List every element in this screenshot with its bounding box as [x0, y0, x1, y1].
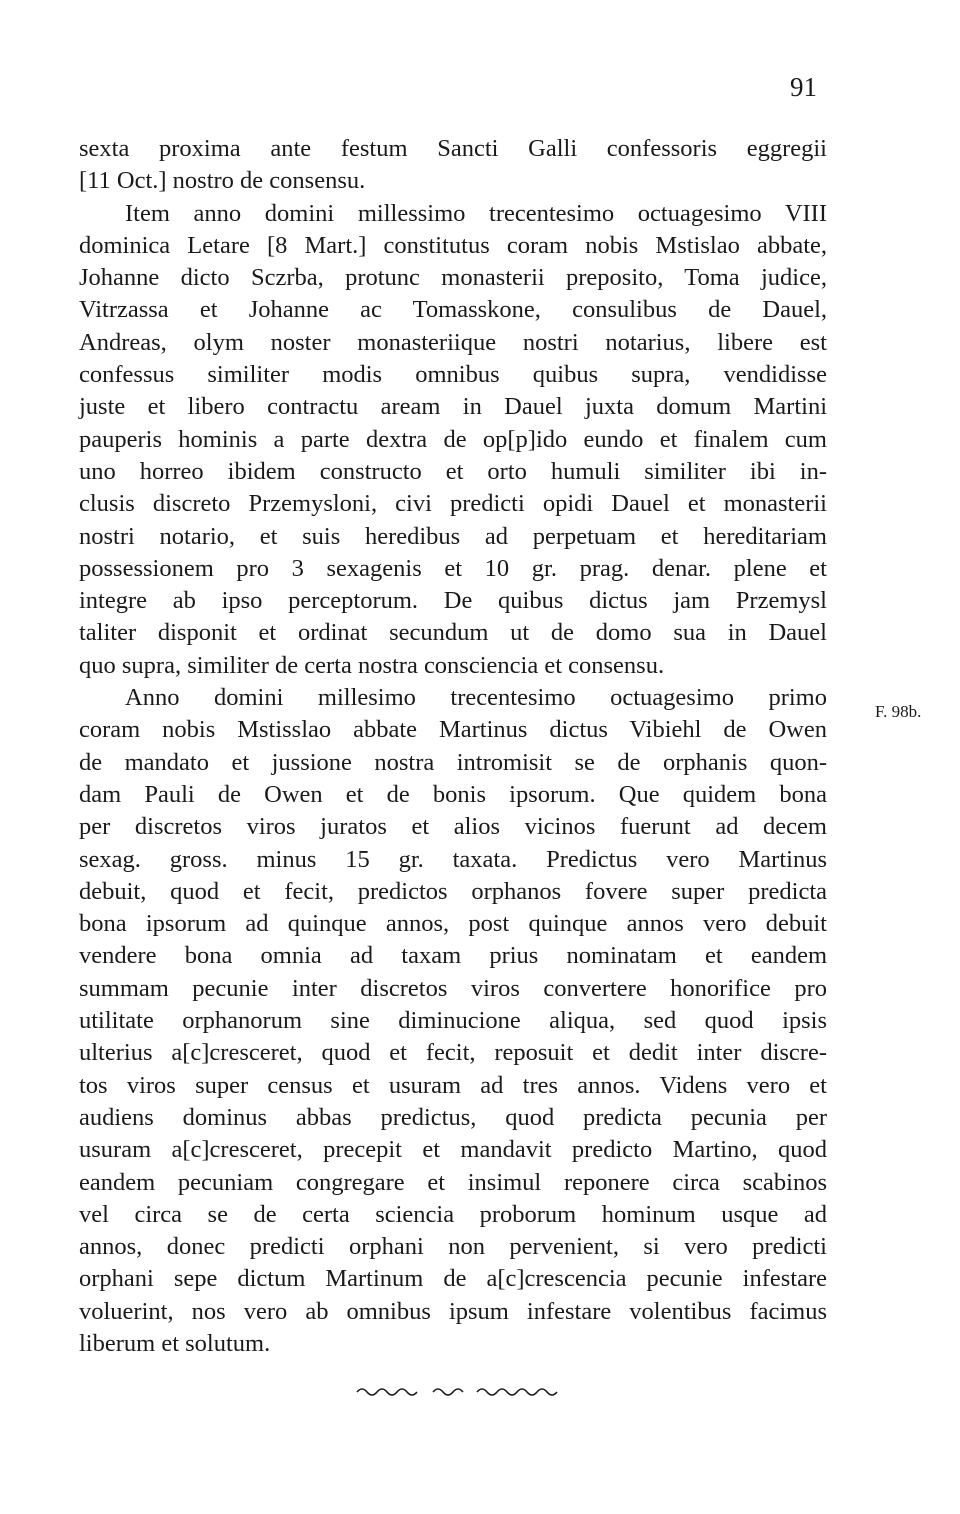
text-line: Johanne dicto Sczrba, protunc monasterii preposito, Toma judice,: [79, 264, 827, 292]
text-line: voluerint, nos vero ab omnibus ipsum infestare volentibus facimus: [79, 1297, 827, 1325]
text-line: per discretos viros juratos et alios vicinos fuerunt ad decem: [79, 813, 827, 841]
text-line: Anno domini millesimo trecentesimo octuagesimo primo: [125, 684, 827, 712]
text-line: audiens dominus abbas predictus, quod predicta pecunia per: [79, 1103, 827, 1131]
text-line: possessionem pro 3 sexagenis et 10 gr. prag. denar. plene et: [79, 554, 827, 582]
text-line: dominica Letare [8 Mart.] constitutus coram nobis Mstislao abbate,: [79, 231, 827, 259]
text-line: vendere bona omnia ad taxam prius nominatam et eandem: [79, 942, 827, 970]
wavy-ornament-icon: [355, 1384, 565, 1400]
text-line: orphani sepe dictum Martinum de a[c]crescencia pecunie infestare: [79, 1265, 827, 1293]
text-line: pauperis hominis a parte dextra de op[p]ido eundo et finalem cum: [79, 425, 827, 453]
text-line: integre ab ipso perceptorum. De quibus dictus jam Przemysl: [79, 587, 827, 615]
text-line: sexta proxima ante festum Sancti Galli confessoris eggregii: [79, 135, 827, 162]
text-line: annos, donec predicti orphani non pervenient, si vero predicti: [79, 1233, 827, 1261]
text-line: eandem pecuniam congregare et insimul reponere circa scabinos: [79, 1168, 827, 1196]
text-line: de mandato et jussione nostra intromisit se de orphanis quon-: [79, 748, 827, 776]
text-line: uno horreo ibidem constructo et orto humuli similiter ibi in-: [79, 457, 827, 485]
text-line: nostri notario, et suis heredibus ad perpetuam et hereditariam: [79, 522, 827, 550]
text-line: coram nobis Mstisslao abbate Martinus dictus Vibiehl de Owen: [79, 716, 827, 744]
text-line: Vitrzassa et Johanne ac Tomasskone, consulibus de Dauel,: [79, 296, 827, 324]
text-line: debuit, quod et fecit, predictos orphanos fovere super predicta: [79, 877, 827, 905]
text-line: liberum et solutum.: [79, 1329, 271, 1357]
text-line: vel circa se de certa sciencia proborum hominum usque ad: [79, 1200, 827, 1228]
text-line: clusis discreto Przemysloni, civi predicti opidi Dauel et monasterii: [79, 490, 827, 518]
text-line: Andreas, olym noster monasteriique nostri notarius, libere est: [79, 328, 827, 356]
page-number: 91: [790, 72, 817, 102]
text-line: juste et libero contractu aream in Dauel juxta domum Martini: [79, 393, 827, 421]
text-line: ulterius a[c]cresceret, quod et fecit, reposuit et dedit inter discre-: [79, 1039, 827, 1067]
text-line: bona ipsorum ad quinque annos, post quinque annos vero debuit: [79, 910, 827, 938]
body-text: [79, 133, 827, 1360]
text-line: tos viros super census et usuram ad tres annos. Videns vero et: [79, 1071, 827, 1099]
text-line: Item anno domini millessimo trecentesimo octuagesimo VIII: [125, 199, 827, 227]
marginal-folio-note: F. 98b.: [875, 702, 922, 721]
text-line: [11 Oct.] nostro de consensu.: [79, 167, 366, 195]
text-line: taliter disponit et ordinat secundum ut de domo sua in Dauel: [79, 619, 827, 647]
text-line: usuram a[c]cresceret, precepit et mandavit predicto Martino, quod: [79, 1136, 827, 1164]
text-line: sexag. gross. minus 15 gr. taxata. Predictus vero Martinus: [79, 845, 827, 873]
text-line: summam pecunie inter discretos viros convertere honorifice pro: [79, 974, 827, 1002]
text-line: utilitate orphanorum sine diminucione aliqua, sed quod ipsis: [79, 1007, 827, 1035]
text-line: confessus similiter modis omnibus quibus supra, vendidisse: [79, 361, 827, 389]
text-line: dam Pauli de Owen et de bonis ipsorum. Que quidem bona: [79, 780, 827, 808]
text-line: quo supra, similiter de certa nostra consciencia et consensu.: [79, 651, 665, 679]
